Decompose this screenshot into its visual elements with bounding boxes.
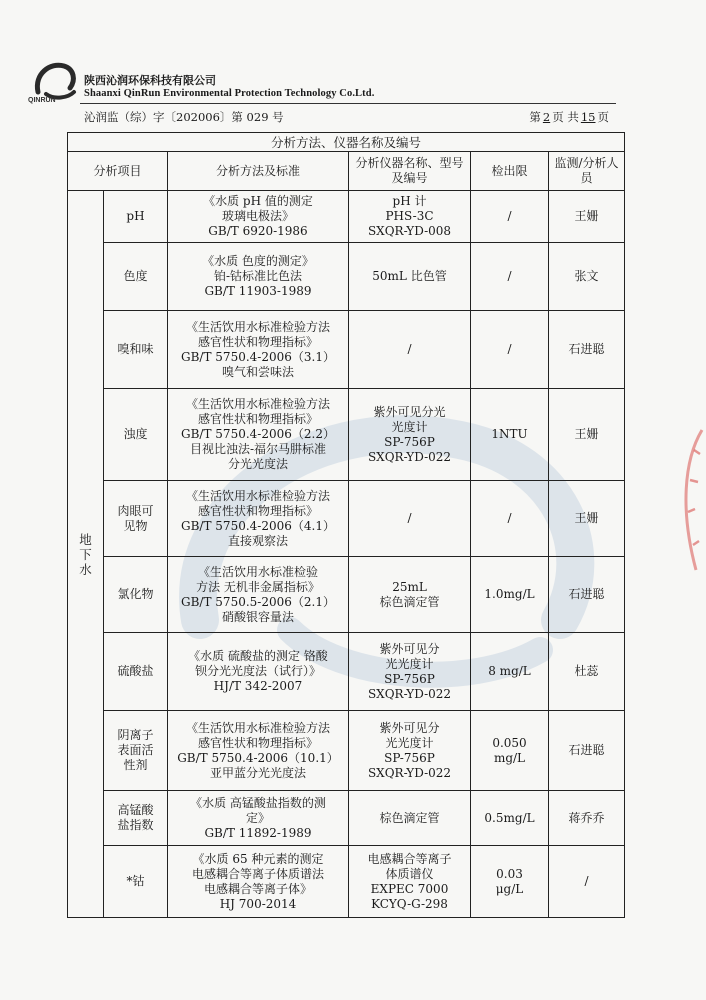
person-cell: 王姗	[549, 481, 625, 557]
instrument-cell-line: pH 计	[392, 194, 427, 208]
instrument-cell	[349, 633, 471, 711]
method-cell	[168, 557, 349, 633]
item-cell	[104, 243, 168, 311]
item-cell	[104, 191, 168, 243]
company-name-en: Shaanxi QinRun Environmental Protection Technology Co.Ltd.	[84, 88, 375, 99]
instrument-cell-line: /	[407, 511, 412, 525]
method-cell-line: 目视比浊法-福尔马肼标准	[189, 442, 327, 456]
instrument-cell-line: 25mL	[392, 579, 427, 594]
instrument-cell-line: 棕色滴定管	[379, 594, 440, 609]
method-cell-line: GB/T 5750.4-2006（2.2）	[181, 427, 335, 441]
analysis-methods-table	[67, 132, 625, 918]
item-cell-line: 嗅和味	[117, 342, 154, 356]
table-row	[68, 791, 625, 846]
header-limit: 检出限	[471, 152, 549, 191]
instrument-cell	[349, 311, 471, 389]
person-cell: 杜蕊	[549, 633, 625, 711]
table-title: 分析方法、仪器名称及编号	[68, 133, 625, 152]
method-cell	[168, 311, 349, 389]
item-cell-line: 性剂	[123, 758, 148, 772]
method-cell-line: 《水质 pH 值的测定	[203, 194, 313, 208]
item-cell-line: 肉眼可	[117, 503, 154, 518]
item-cell	[104, 846, 168, 918]
person-cell: /	[549, 846, 625, 918]
limit-cell	[471, 481, 549, 557]
person-cell: 王姗	[549, 191, 625, 243]
person-cell: 张文	[549, 243, 625, 311]
page-number	[529, 109, 609, 125]
region-char: 地	[79, 531, 92, 547]
person-cell: 石进聪	[549, 711, 625, 791]
document-number: 沁润监（综）字〔202006〕第 029 号	[84, 110, 284, 124]
item-cell-line: 浊度	[123, 427, 148, 441]
limit-cell	[471, 243, 549, 311]
method-cell-line: 感官性状和物理指标》	[197, 412, 318, 426]
method-cell	[168, 191, 349, 243]
item-cell	[104, 481, 168, 557]
method-cell-line: 直接观察法	[227, 533, 288, 548]
limit-cell-line: mg/L	[493, 750, 526, 765]
limit-cell-line: 0.050	[492, 735, 527, 750]
method-cell	[168, 243, 349, 311]
page-prefix: 第	[529, 110, 541, 124]
item-cell-line: *钴	[126, 874, 145, 888]
header-divider	[80, 103, 616, 104]
instrument-cell-line: SP-756P	[384, 434, 435, 449]
method-cell-line: 《水质 色度的测定》	[202, 254, 314, 268]
instrument-cell-line: SXQR-YD-022	[367, 449, 452, 464]
header-instrument: 分析仪器名称、型号及编号	[349, 152, 471, 191]
page-current: 2	[542, 110, 551, 124]
item-cell	[104, 791, 168, 846]
instrument-cell-line: 50mL 比色管	[372, 269, 447, 283]
item-cell-line: 硫酸盐	[117, 664, 154, 678]
region-char: 水	[79, 561, 92, 577]
header-method: 分析方法及标准	[168, 152, 349, 191]
item-cell	[104, 633, 168, 711]
limit-cell-line: /	[507, 269, 512, 283]
page-mid: 页 共	[552, 110, 579, 124]
limit-cell	[471, 633, 549, 711]
method-cell-line: GB/T 11892-1989	[204, 825, 312, 840]
company-name-cn: 陕西沁润环保科技有限公司	[84, 74, 216, 87]
method-cell-line: 分光光度法	[227, 457, 288, 471]
method-cell-line: 《生活饮用水标准检验	[197, 564, 318, 579]
method-cell-line: 感官性状和物理指标》	[197, 334, 318, 349]
method-cell-line: HJ 700-2014	[219, 896, 297, 911]
region-groundwater	[68, 191, 104, 918]
method-cell-line: 嗅气和尝味法	[221, 364, 294, 379]
method-cell-line: GB/T 5750.4-2006（3.1）	[181, 349, 335, 364]
method-cell-line: 《水质 65 种元素的测定	[192, 851, 324, 866]
instrument-cell	[349, 389, 471, 481]
person-cell: 蒋乔乔	[549, 791, 625, 846]
instrument-cell-line: 棕色滴定管	[379, 810, 440, 825]
method-cell	[168, 633, 349, 711]
instrument-cell	[349, 557, 471, 633]
method-cell-line: 玻璃电极法》	[221, 209, 294, 223]
limit-cell	[471, 311, 549, 389]
instrument-cell-line: PHS-3C	[385, 209, 434, 223]
instrument-cell-line: EXPEC 7000	[370, 881, 449, 896]
limit-cell-line: 0.5mg/L	[484, 810, 535, 825]
instrument-cell-line: 光光度计	[385, 735, 434, 750]
item-cell-line: 盐指数	[117, 818, 154, 832]
instrument-cell	[349, 711, 471, 791]
method-cell	[168, 481, 349, 557]
item-cell-line: 高锰酸	[117, 803, 154, 817]
header-person: 监测/分析人员	[549, 152, 625, 191]
limit-cell-line: /	[507, 209, 512, 223]
method-cell-line: 硝酸银容量法	[221, 609, 294, 624]
method-cell-line: 钡分光光度法（试行）》	[194, 664, 321, 678]
item-cell-line: 表面活	[117, 743, 154, 757]
method-cell-line: 《生活饮用水标准检验方法	[185, 488, 330, 503]
instrument-cell	[349, 243, 471, 311]
limit-cell	[471, 846, 549, 918]
instrument-cell-line: SXQR-YD-008	[367, 224, 452, 238]
instrument-cell-line: 紫外可见分光	[373, 404, 446, 419]
table-row	[68, 191, 625, 243]
page-total: 15	[580, 110, 596, 124]
table-row	[68, 311, 625, 389]
method-cell-line: 方法 无机非金属指标》	[196, 579, 320, 594]
method-cell	[168, 846, 349, 918]
instrument-cell	[349, 481, 471, 557]
limit-cell	[471, 389, 549, 481]
method-cell-line: 《水质 硫酸盐的测定 铬酸	[188, 649, 328, 663]
item-cell-line: 色度	[123, 269, 148, 283]
instrument-cell	[349, 191, 471, 243]
method-cell-line: 亚甲蓝分光光度法	[209, 765, 306, 780]
person-cell: 石进聪	[549, 557, 625, 633]
method-cell-line: GB/T 6920-1986	[208, 224, 308, 238]
limit-cell-line: /	[507, 511, 512, 525]
instrument-cell-line: SP-756P	[384, 671, 435, 686]
item-cell-line: 氯化物	[117, 587, 154, 601]
item-cell	[104, 311, 168, 389]
instrument-cell-line: 电感耦合等离子	[367, 851, 452, 866]
person-cell: 石进聪	[549, 311, 625, 389]
table-row	[68, 389, 625, 481]
limit-cell-line: μg/L	[495, 881, 524, 896]
limit-cell-line: 1NTU	[491, 427, 528, 441]
limit-cell	[471, 557, 549, 633]
table-row	[68, 846, 625, 918]
method-cell	[168, 711, 349, 791]
item-cell-line: 见物	[123, 518, 148, 533]
page-suffix: 页	[597, 110, 609, 124]
item-cell-line: pH	[126, 209, 145, 223]
method-cell	[168, 389, 349, 481]
method-cell-line: GB/T 5750.5-2006（2.1）	[181, 594, 335, 609]
limit-cell-line: 1.0mg/L	[484, 587, 535, 601]
instrument-cell-line: /	[407, 342, 412, 356]
instrument-cell-line: 紫外可见分	[379, 720, 440, 735]
method-cell-line: 定》	[245, 810, 270, 825]
method-cell-line: GB/T 5750.4-2006（10.1）	[177, 750, 339, 765]
method-cell-line: 《生活饮用水标准检验方法	[185, 720, 330, 735]
instrument-cell	[349, 846, 471, 918]
table-row	[68, 711, 625, 791]
method-cell-line: 电感耦合等离子体》	[203, 881, 312, 896]
method-cell-line: HJ/T 342-2007	[213, 679, 303, 693]
method-cell-line: 感官性状和物理指标》	[197, 735, 318, 750]
instrument-cell-line: 紫外可见分	[379, 641, 440, 656]
region-char: 下	[79, 546, 92, 562]
instrument-cell-line: SXQR-YD-022	[367, 765, 452, 780]
person-cell: 王姗	[549, 389, 625, 481]
method-cell-line: 《生活饮用水标准检验方法	[185, 397, 330, 411]
method-cell-line: GB/T 5750.4-2006（4.1）	[181, 518, 335, 533]
header-item: 分析项目	[68, 152, 168, 191]
instrument-cell-line: 光度计	[391, 419, 428, 434]
table-row	[68, 557, 625, 633]
item-cell-line: 阴离子	[117, 728, 154, 742]
instrument-cell-line: 体质谱仪	[385, 866, 434, 881]
instrument-cell-line: KCYQ-G-298	[371, 896, 448, 911]
method-cell	[168, 791, 349, 846]
instrument-cell-line: SP-756P	[384, 750, 435, 765]
item-cell	[104, 557, 168, 633]
instrument-cell-line: SXQR-YD-022	[367, 686, 452, 701]
table-row	[68, 633, 625, 711]
method-cell-line: GB/T 11903-1989	[204, 284, 312, 298]
item-cell	[104, 711, 168, 791]
seal-stamp-icon	[666, 420, 706, 580]
limit-cell	[471, 791, 549, 846]
limit-cell-line: /	[507, 342, 512, 356]
limit-cell	[471, 711, 549, 791]
logo-wordmark: QINRUN	[28, 97, 56, 104]
table-row	[68, 481, 625, 557]
limit-cell-line: 0.03	[496, 866, 523, 881]
item-cell	[104, 389, 168, 481]
table-row	[68, 243, 625, 311]
method-cell-line: 《生活饮用水标准检验方法	[185, 319, 330, 334]
limit-cell-line: 8 mg/L	[488, 664, 531, 678]
method-cell-line: 电感耦合等离子体质谱法	[191, 866, 324, 881]
method-cell-line: 感官性状和物理指标》	[197, 503, 318, 518]
limit-cell	[471, 191, 549, 243]
instrument-cell	[349, 791, 471, 846]
method-cell-line: 《水质 高锰酸盐指数的测	[190, 795, 326, 810]
method-cell-line: 铂-钴标准比色法	[213, 269, 303, 283]
instrument-cell-line: 光光度计	[385, 656, 434, 671]
